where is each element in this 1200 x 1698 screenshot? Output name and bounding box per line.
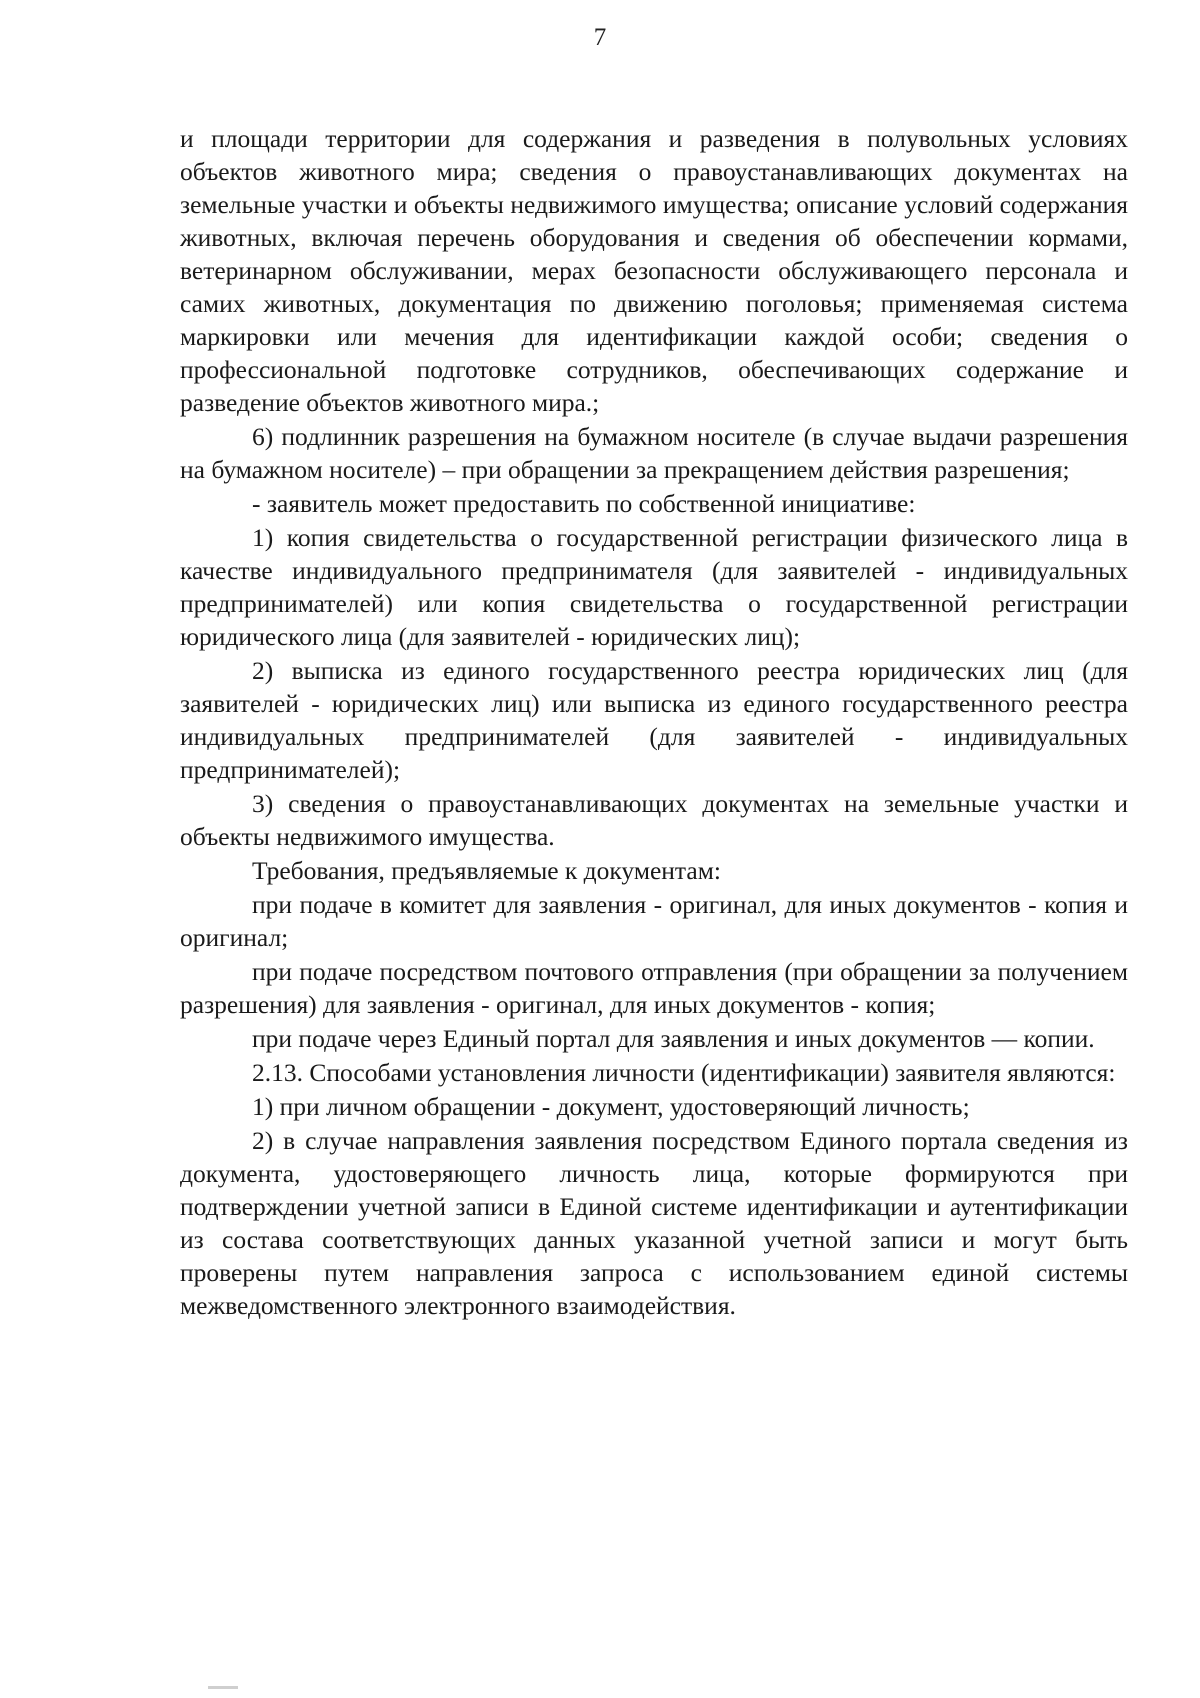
document-body	[180, 122, 1128, 1322]
page-number: 7	[593, 24, 607, 51]
paragraph-continuation: и площади территории для содержания и разведения в полувольных условиях объектов животного мира; сведения о правоустанавливающих документах на земельные участки и объекты недвижимого имущества; описание условий содержания животных, включая перечень оборудования и сведения об обеспечении кормами, ветеринарном обслуживании, мерах безопасности обслуживающего персонала и самих животных, документация по движению поголовья; применяемая система маркировки или мечения для идентификации каждой особи; сведения о профессиональной подготовке сотрудников, обеспечивающих содержание и разведение объектов животного мира.;	[180, 124, 1128, 417]
paragraph-initiative-item-1: 1) копия свидетельства о государственной регистрации физического лица в качестве индивидуального предпринимателя (для заявителей - индивидуальных предпринимателей) или копия свидетельства о государственной регистрации юридического лица (для заявителей - юридических лиц);	[180, 523, 1128, 651]
paragraph-initiative-item-3: 3) сведения о правоустанавливающих документах на земельные участки и объекты недвижимого имущества.	[180, 789, 1128, 851]
paragraph-item-6-original-permit: 6) подлинник разрешения на бумажном носителе (в случае выдачи разрешения на бумажном носителе) – при обращении за прекращением действия разрешения;	[180, 422, 1128, 484]
paragraph-requirement-committee: при подаче в комитет для заявления - оригинал, для иных документов - копия и оригинал;	[180, 890, 1128, 952]
paragraph-section-2-13-item-2: 2) в случае направления заявления посредством Единого портала сведения из документа, удостоверяющего личность лица, которые формируются при подтверждении учетной записи в Единой системе идентификации и аутентификации из состава соответствующих данных указанной учетной записи и могут быть проверены путем направления запроса с использованием единой системы межведомственного электронного взаимодействия.	[180, 1126, 1128, 1320]
paragraph-initiative-item-2: 2) выписка из единого государственного реестра юридических лиц (для заявителей - юридических лиц) или выписка из единого государственного реестра индивидуальных предпринимателей (для заявителей - индивидуальных предпринимателей);	[180, 656, 1128, 784]
paragraph-requirements-heading: Требования, предъявляемые к документам:	[252, 856, 721, 885]
paragraph-own-initiative-intro: - заявитель может предоставить по собственной инициативе:	[252, 489, 916, 518]
scan-artifact-mark	[208, 1686, 238, 1689]
paragraph-section-2-13-item-1: 1) при личном обращении - документ, удостоверяющий личность;	[252, 1092, 970, 1121]
paragraph-requirement-portal: при подаче через Единый портал для заявления и иных документов — копии.	[252, 1024, 1095, 1053]
paragraph-section-2-13: 2.13. Способами установления личности (идентификации) заявителя являются:	[252, 1058, 1116, 1087]
paragraph-requirement-post: при подаче посредством почтового отправления (при обращении за получением разрешения) для заявления - оригинал, для иных документов - копия;	[180, 957, 1128, 1019]
